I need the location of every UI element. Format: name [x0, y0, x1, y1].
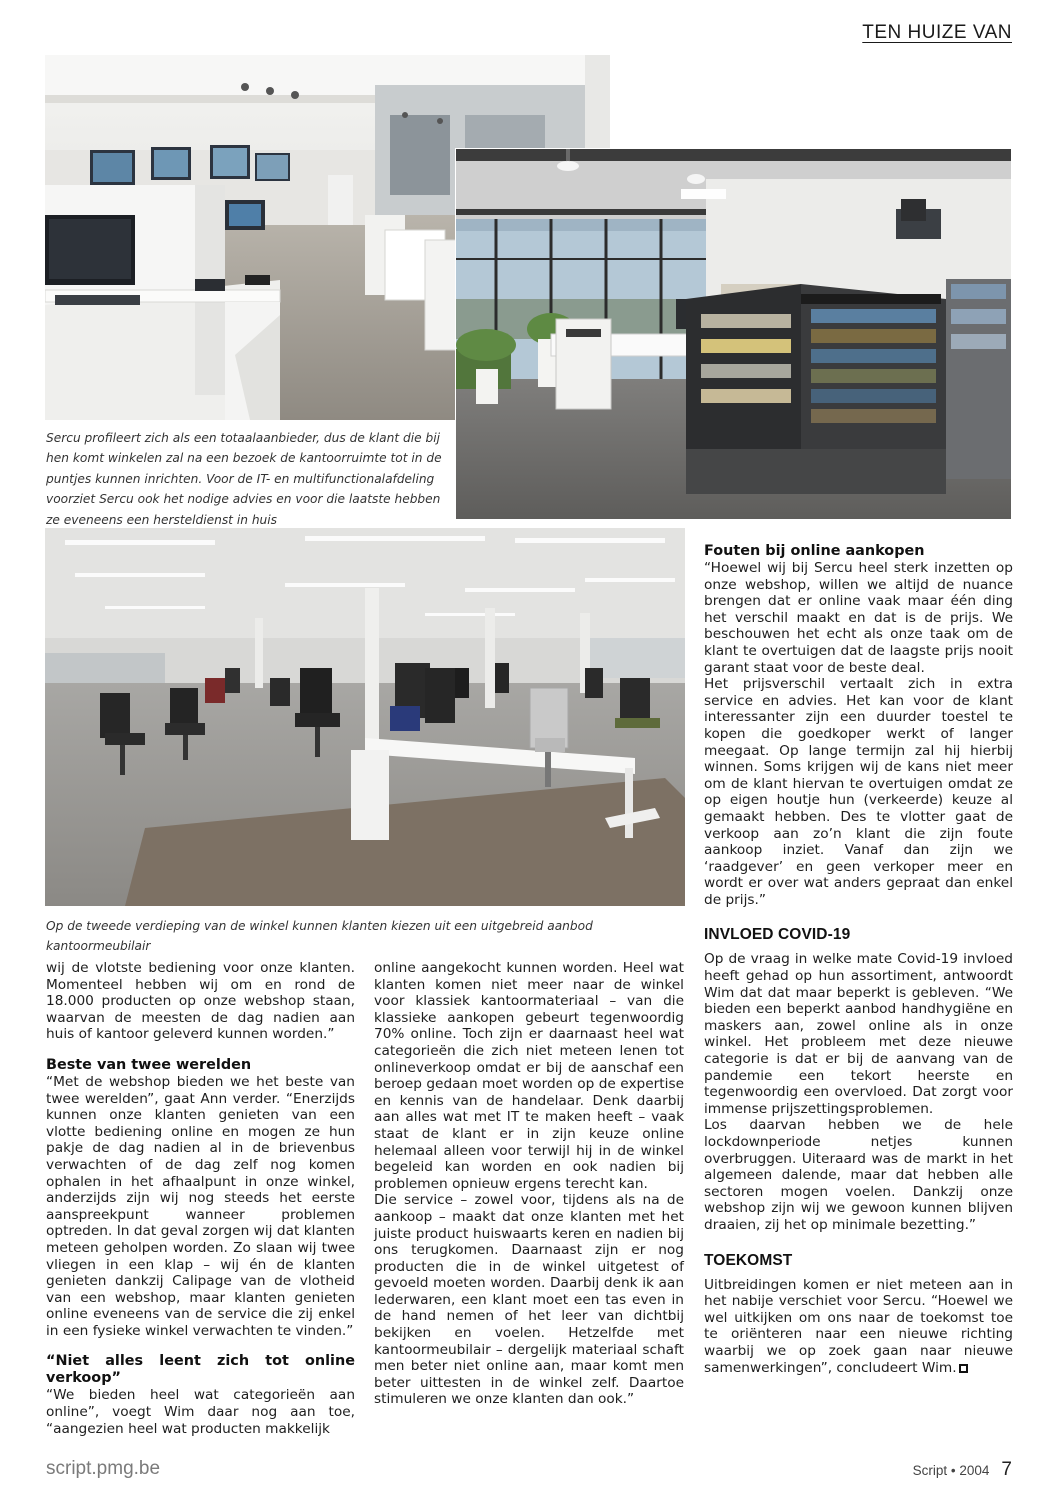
end-mark-icon — [959, 1364, 968, 1373]
col3-paragraph-3: Op de vraag in welke mate Covid-19 invloed heeft gehad op hun assortiment, antwoordt Wim dat dat maar beperkt is gebleven. “We bieden een beperkt aanbod handhygiëne en maskers aan, zowel online als in onze winkel. Het probleem met deze nieuwe categorie is dat er bij de aanvang van de pandemie een tekort heerste en tegenwoordig een overvloed. Dat zorgt voor immense prijszettingsproblemen. — [704, 951, 1013, 1117]
office-supplies-image — [456, 149, 1011, 519]
office-furniture-image — [45, 528, 685, 906]
col2-paragraph-2: Die service – zowel voor, tijdens als na de aankoop – maakt dat onze klanten met het juiste product huiswaarts keren en nadien bij ons terugkomen. Daarnaast zijn er nog producten die in de winkel uitgetest of gevoeld moeten worden. Daarbij denk ik aan lederwaren, een klant moet een tas even in de hand nemen of het leer van dichtbij bekijken en voelen. Hetzelfde met kantoormeubilair – dergelijk materiaal schaft men beter niet online aan, maar komt men beter uittesten in de winkel zelf. Daartoe stimuleren we onze klanten dan ook.” — [374, 1192, 684, 1408]
heading-niet-alles-leent-zich: “Niet alles leent zich tot online verkoop” — [46, 1353, 355, 1387]
col1-paragraph-1: wij de vlotste bediening voor onze klanten. Momenteel hebben wij om en rond de 18.000 producten op onze webshop staan, waarvan de meesten de dag nadien aan huis of kantoor geleverd kunnen worden.” — [46, 960, 355, 1043]
footer-site-link[interactable]: script.pmg.be — [46, 1458, 161, 1479]
footer-issue-label: Script • 2004 — [912, 1463, 990, 1478]
col1-paragraph-2: “Met de webshop bieden we het beste van twee werelden”, gaat Ann verder. “Enerzijds kunnen onze klanten genieten van een vlotte bediening online en mogen ze hun pakje de dag nadien al in de brievenbus verwachten of de dag zelf nog komen ophalen in het afhaalpunt in onze winkel, anderzijds zijn wij nog steeds het eerste aanspreekpunt wanneer problemen optreden. In dat geval zorgen wij dat klanten meteen geholpen worden. Zo slaan wij twee vliegen in een klap – wij én de klanten genieten dankzij Calipage van de vlotheid van een webshop, maar klanten genieten online eveneens van de service die zij enkel in een fysieke winkel verwachten te vinden.” — [46, 1073, 355, 1339]
heading-invloed-covid: INVLOED COVID-19 — [704, 926, 851, 944]
photo-office-supplies — [455, 148, 1012, 520]
article-column-3 — [704, 543, 1013, 1376]
heading-beste-van-twee-werelden: Beste van twee werelden — [46, 1056, 252, 1073]
article-column-1 — [46, 960, 355, 1437]
col3-paragraph-2: Het prijsverschil vertaalt zich in extra service en advies. Het kan voor de klant interessanter zijn een duurder toestel te kopen die goedkoper werkt of langer meegaat. Op lange termijn zal hij hierbij winnen. Soms krijgen wij de kans niet meer om de klant hiervan te overtuigen omdat ze op eigen houtje hun (verkeerde) keuze al gemaakt hebben. Des te vlotter gaat de verkoop aan zo’n klant die zijn foute aankoop inziet. Vanaf dan zijn we ‘raadgever’ en geen verkoper meer en wordt er over wat anders gepraat dan enkel de prijs.” — [704, 676, 1013, 908]
section-label: TEN HUIZE VAN — [862, 22, 1012, 43]
heading-fouten-bij-online-aankopen: Fouten bij online aankopen — [704, 543, 925, 559]
col3-paragraph-5 — [704, 1277, 1013, 1377]
photo-caption-it: Sercu profileert zich als een totaalaanbieder, dus de klant die bij hen komt winkelen zal na een bezoek de kantoorruimte tot in de puntjes kunnen inrichten. Voor de IT- en multifunctionalafdeling voorziet Sercu ook het nodige advies en voor die laatste hebben ze eveneens een hersteldienst in huis — [46, 431, 442, 527]
photo-caption-furniture: Op de tweede verdieping van de winkel kunnen klanten kiezen uit een uitgebreid aanbod kantoormeubilair — [46, 919, 593, 954]
col3-paragraph-1: “Hoewel wij bij Sercu heel sterk inzetten op onze webshop, willen we altijd de nuance brengen dat er online vaak maar één ding het verschil maakt en dat is de prijs. We beschouwen het echt als onze taak om de klant te overtuigen dat de laagste prijs nooit garant staat voor de beste deal. — [704, 560, 1013, 676]
col2-paragraph-1: online aangekocht kunnen worden. Heel wat klanten komen niet meer naar de winkel voor klassiek kantoormateriaal – van die klassieke aankopen gebeurt tegenwoordig 70% online. Toch zijn er daarnaast heel wat categorieën die zich niet meteen lenen tot onlineverkoop omdat er bij de aanschaf een beroep gedaan moet worden op de expertise en kennis van de handelaar. Denk daarbij aan alles wat met IT te maken heeft – vaak staat de klant er in zijn keuze online helemaal alleen voor terwijl hij in de winkel begeleid kan worden en ook nadien bij problemen opnieuw ergens terecht kan. — [374, 960, 684, 1192]
footer-issue — [913, 1459, 1012, 1481]
col1-paragraph-3: “We bieden heel wat categorieën aan online”, voegt Wim daar nog aan toe, “aangezien heel wat producten makkelijk — [46, 1387, 355, 1437]
col3-paragraph-4: Los daarvan hebben we de hele lockdownperiode netjes kunnen overbruggen. Uiteraard was de markt in het algemeen dalende, maar dat hebben alle sectoren mogen voelen. Dankzij onze webshop zijn wij we gewoon kunnen blijven draaien, zij het op minimale bezetting.” — [704, 1117, 1013, 1233]
heading-toekomst: TOEKOMST — [704, 1251, 793, 1269]
article-column-2 — [374, 960, 684, 1408]
page-number: 7 — [1001, 1459, 1012, 1480]
photo-office-furniture — [45, 528, 685, 906]
col3-paragraph-5-text: Uitbreidingen komen er niet meteen aan in het nabije verschiet voor Sercu. “Hoewel we wel uitkijken om ons naar de toekomst toe te oriënteren naar een nieuwe richting waarbij we op zoek gaan naar nieuwe samenwerkingen”, concludeert Wim. — [704, 1276, 1013, 1376]
